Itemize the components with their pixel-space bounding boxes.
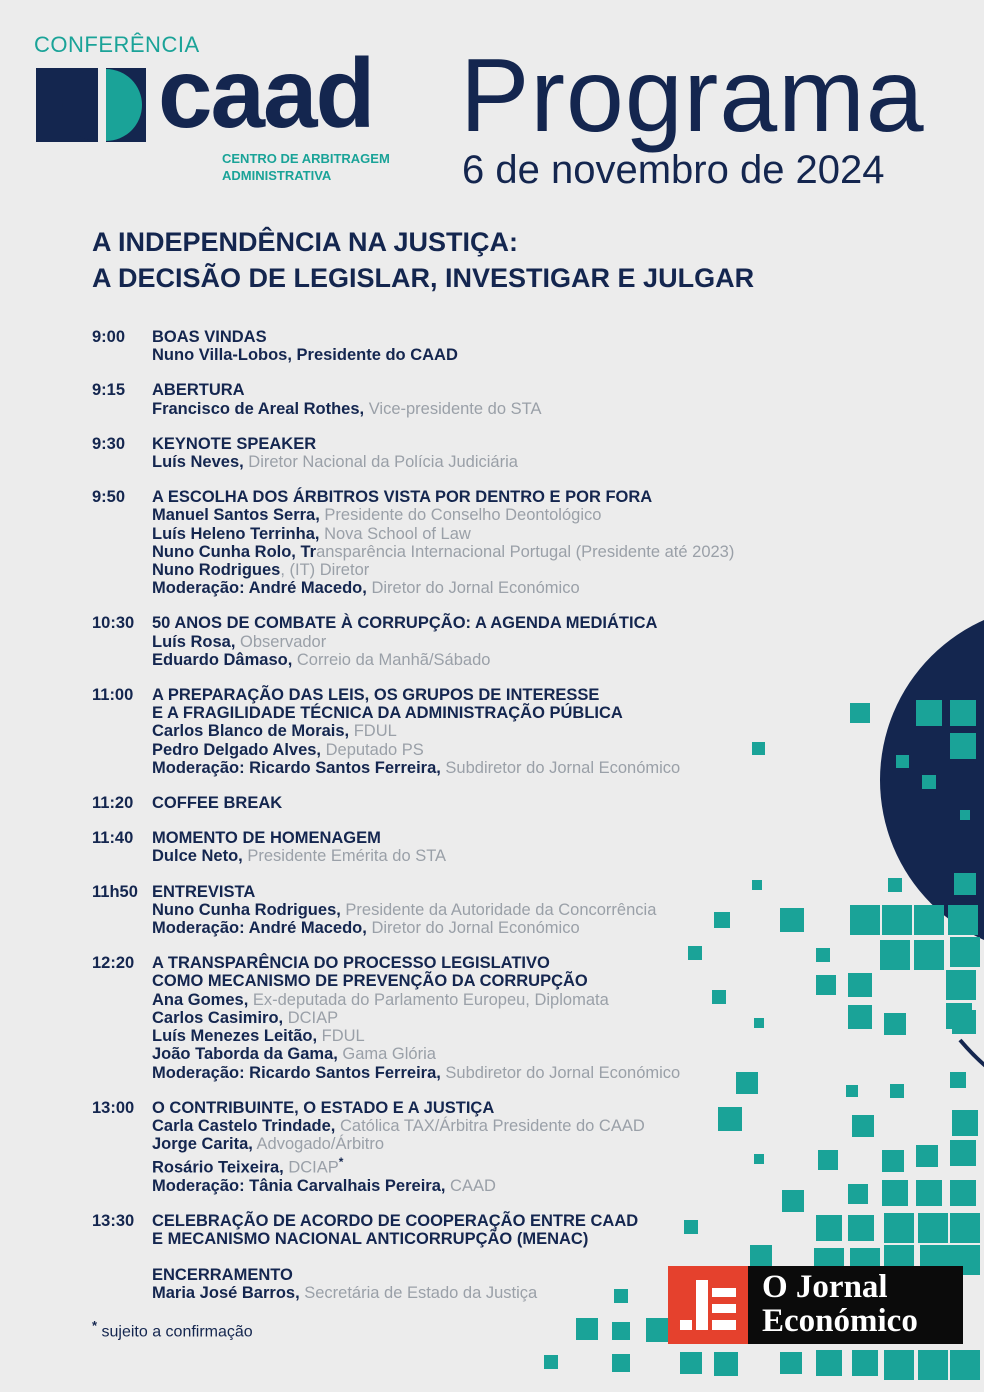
- teal-square: [948, 905, 978, 935]
- slot-body: [152, 488, 852, 597]
- speaker-role: DCIAP: [283, 1158, 339, 1177]
- teal-square: [884, 1013, 906, 1035]
- session-title: A PREPARAÇÃO DAS LEIS, OS GRUPOS DE INTERESSE: [152, 686, 600, 705]
- conference-title: [92, 224, 754, 296]
- slot-time: 10:30: [92, 614, 135, 633]
- jornal-economico-wordmark: [762, 1270, 918, 1338]
- teal-square: [960, 810, 970, 820]
- session-title: ENTREVISTA: [152, 882, 256, 901]
- session-title: BOAS VINDAS: [152, 328, 267, 346]
- speaker-line: [152, 561, 852, 579]
- teal-square: [882, 905, 912, 935]
- speaker-line: [152, 506, 852, 524]
- speaker-name: João Taborda da Gama,: [152, 1045, 338, 1064]
- title-line-1: A INDEPENDÊNCIA NA JUSTIÇA:: [92, 227, 519, 257]
- teal-square: [850, 703, 870, 723]
- speaker-line: [152, 453, 852, 471]
- session-title: COMO MECANISMO DE PREVENÇÃO DA CORRUPÇÃO: [152, 972, 588, 991]
- org-line-2: ADMINISTRATIVA: [222, 168, 332, 183]
- teal-square: [914, 940, 944, 970]
- speaker-name: Manuel Santos Serra,: [152, 506, 320, 525]
- slot-body: [152, 883, 852, 938]
- speaker-line: [152, 1177, 852, 1195]
- speaker-name: Moderação: Ricardo Santos Ferreira,: [152, 1063, 441, 1082]
- teal-square: [680, 1352, 702, 1374]
- teal-square: [954, 873, 976, 895]
- speaker-line: [152, 579, 852, 597]
- teal-square: [646, 1318, 670, 1342]
- speaker-role: Gama Glória: [337, 1045, 436, 1064]
- teal-square: [916, 1180, 942, 1206]
- teal-square: [916, 700, 942, 726]
- speaker-role: Presidente do Conselho Deontológico: [319, 506, 602, 525]
- teal-square: [882, 1150, 904, 1172]
- session-title: A TRANSPARÊNCIA DO PROCESSO LEGISLATIVO: [152, 954, 550, 973]
- teal-square: [950, 1140, 976, 1166]
- speaker-name: Carla Castelo Trindade,: [152, 1116, 336, 1135]
- speaker-role: FDUL: [349, 722, 397, 741]
- session-title: 50 ANOS DE COMBATE À CORRUPÇÃO: A AGENDA MEDIÁTICA: [152, 614, 658, 633]
- footnote-asterisk: *: [92, 1318, 98, 1333]
- session-title: O CONTRIBUINTE, O ESTADO E A JUSTIÇA: [152, 1098, 495, 1117]
- teal-square: [852, 1115, 874, 1137]
- teal-square: [950, 733, 976, 759]
- slot-body: [152, 686, 852, 777]
- session-title: ENCERRAMENTO: [152, 1265, 293, 1284]
- teal-square: [576, 1318, 598, 1340]
- speaker-line: [152, 651, 852, 669]
- speaker-role: Nova School of Law: [319, 524, 471, 543]
- speaker-name: Moderação: Ricardo Santos Ferreira,: [152, 758, 441, 777]
- speaker-role: Deputado PS: [321, 740, 424, 759]
- session-title: E MECANISMO NACIONAL ANTICORRUPÇÃO (MENAC): [152, 1230, 589, 1249]
- title-line-2: A DECISÃO DE LEGISLAR, INVESTIGAR E JULGAR: [92, 263, 755, 293]
- speaker-name: Eduardo Dâmaso,: [152, 650, 293, 669]
- speaker-line: [152, 1117, 852, 1135]
- speaker-role: Diretor do Jornal Económico: [366, 579, 580, 598]
- speaker-line: [152, 525, 852, 543]
- teal-square: [950, 1213, 980, 1243]
- speaker-name: Jorge Carita,: [152, 1135, 253, 1154]
- speaker-role: Advogado/Árbitro: [252, 1135, 385, 1154]
- schedule-slot: [92, 488, 852, 597]
- speaker-role: FDUL: [317, 1027, 365, 1046]
- schedule-slot: [92, 829, 852, 865]
- teal-square: [612, 1322, 630, 1340]
- teal-square: [882, 1180, 908, 1206]
- slot-body: [152, 794, 852, 812]
- slot-time: [92, 1266, 152, 1302]
- teal-square: [884, 1213, 914, 1243]
- speaker-name: Luís Menezes Leitão,: [152, 1027, 318, 1046]
- event-date: 6 de novembro de 2024: [462, 148, 885, 192]
- speaker-role: Diretor do Jornal Económico: [366, 919, 580, 938]
- schedule-slot: [92, 794, 852, 812]
- speaker-name: Luís Heleno Terrinha,: [152, 524, 320, 543]
- speaker-name: Ana Gomes,: [152, 990, 249, 1009]
- session-title: E A FRAGILIDADE TÉCNICA DA ADMINISTRAÇÃO PÚBLICA: [152, 704, 623, 723]
- teal-square: [952, 1110, 978, 1136]
- slot-time: 9:50: [92, 488, 126, 507]
- session-title: KEYNOTE SPEAKER: [152, 434, 317, 453]
- slot-time: 12:20: [92, 954, 135, 973]
- programa-heading: Programa: [460, 38, 925, 154]
- teal-square: [816, 1350, 842, 1376]
- speaker-name: Dulce Neto,: [152, 847, 243, 866]
- slot-body: [152, 1212, 852, 1248]
- slot-body: [152, 435, 852, 471]
- slot-time: 9:15: [92, 381, 126, 400]
- footnote: [92, 1318, 253, 1341]
- schedule-slot: [92, 614, 852, 669]
- speaker-role: Presidente Emérita do STA: [242, 847, 447, 866]
- slot-body: [152, 1099, 852, 1196]
- session-title: A ESCOLHA DOS ÁRBITROS VISTA POR DENTRO E POR FORA: [152, 488, 653, 507]
- speaker-name: Nuno Rodrigues: [152, 561, 281, 580]
- confirmation-asterisk: *: [338, 1155, 344, 1170]
- teal-square: [852, 1350, 878, 1376]
- schedule-slot: [92, 435, 852, 471]
- teal-square: [612, 1354, 630, 1372]
- teal-square: [952, 1010, 976, 1034]
- speaker-line: [152, 1135, 852, 1153]
- speaker-line: [152, 991, 852, 1009]
- schedule-slot: [92, 328, 852, 364]
- jornal-economico-logo: [668, 1266, 963, 1344]
- speaker-name: Nuno Cunha Rodrigues,: [152, 900, 341, 919]
- speaker-name: Moderação: Tânia Carvalhais Pereira,: [152, 1177, 446, 1196]
- speaker-role: Correio da Manhã/Sábado: [292, 650, 491, 669]
- speaker-role: Presidente da Autoridade da Concorrência: [340, 900, 657, 919]
- session-title: COFFEE BREAK: [152, 794, 283, 813]
- schedule-slot: [92, 1099, 852, 1196]
- speaker-name: Carlos Blanco de Morais,: [152, 722, 350, 741]
- speaker-name: Nuno Cunha Rolo, Tr: [152, 542, 317, 561]
- speaker-line: [152, 759, 852, 777]
- teal-square: [850, 905, 880, 935]
- speaker-role: Observador: [235, 632, 327, 651]
- speaker-role: Secretária de Estado da Justiça: [299, 1283, 538, 1302]
- speaker-line: [152, 400, 852, 418]
- speaker-role: Subdiretor do Jornal Económico: [440, 758, 681, 777]
- speaker-role: Subdiretor do Jornal Económico: [440, 1063, 681, 1082]
- speaker-name: Carlos Casimiro,: [152, 1008, 284, 1027]
- organization-name: [222, 150, 390, 184]
- teal-square: [896, 755, 909, 768]
- sponsor-line-1: O Jornal: [762, 1269, 888, 1305]
- speaker-line: [152, 1153, 852, 1177]
- teal-square: [916, 1145, 938, 1167]
- schedule-slot: [92, 381, 852, 417]
- teal-square: [880, 940, 910, 970]
- speaker-role: Católica TAX/Árbitra Presidente do CAAD: [335, 1116, 645, 1135]
- speaker-line: [152, 847, 852, 865]
- jornal-economico-mark-icon: [668, 1266, 748, 1344]
- teal-square: [946, 970, 976, 1000]
- session-title: ABERTURA: [152, 381, 245, 400]
- slot-time: 11:40: [92, 829, 134, 848]
- schedule-slot: [92, 686, 852, 777]
- speaker-role: Diretor Nacional da Polícia Judiciária: [243, 453, 518, 472]
- slot-body: [152, 954, 852, 1081]
- speaker-role: Vice-presidente do STA: [364, 399, 542, 418]
- speaker-name: Maria José Barros,: [152, 1283, 300, 1302]
- speaker-line: [152, 919, 852, 937]
- speaker-name: Nuno Villa-Lobos, Presidente do CAAD: [152, 346, 458, 365]
- speaker-line: [152, 1027, 852, 1045]
- speaker-role: ansparência Internacional Portugal (Presidente até 2023): [316, 542, 735, 561]
- slot-body: [152, 328, 852, 364]
- slot-time: 9:00: [92, 328, 126, 346]
- teal-square: [780, 1352, 802, 1374]
- teal-square: [714, 1352, 738, 1376]
- brand-wordmark: caad: [158, 38, 374, 148]
- caad-logo-icon: [36, 68, 146, 142]
- speaker-line: [152, 901, 852, 919]
- slot-body: [152, 829, 852, 865]
- teal-square: [544, 1355, 558, 1369]
- teal-square: [950, 1180, 976, 1206]
- speaker-line: [152, 722, 852, 740]
- speaker-name: Francisco de Areal Rothes,: [152, 399, 365, 418]
- slot-time: 11:20: [92, 794, 134, 813]
- org-line-1: CENTRO DE ARBITRAGEM: [222, 151, 390, 166]
- speaker-name: Luís Rosa,: [152, 632, 236, 651]
- teal-square: [888, 878, 902, 892]
- speaker-name: Moderação: André Macedo,: [152, 579, 367, 598]
- teal-square: [922, 775, 936, 789]
- speaker-role: DCIAP: [283, 1008, 339, 1027]
- teal-square: [950, 1350, 980, 1380]
- slot-time: 13:30: [92, 1212, 135, 1231]
- speaker-role: Ex-deputada do Parlamento Europeu, Diplomata: [248, 990, 609, 1009]
- sponsor-line-2: Económico: [762, 1303, 918, 1339]
- speaker-name: Moderação: André Macedo,: [152, 919, 367, 938]
- speaker-name: Luís Neves,: [152, 453, 244, 472]
- speaker-role: , (IT) Diretor: [280, 561, 370, 580]
- speaker-line: [152, 346, 852, 364]
- speaker-line: [152, 1045, 852, 1063]
- teal-square: [918, 1213, 948, 1243]
- session-title: MOMENTO DE HOMENAGEM: [152, 829, 381, 848]
- session-title: CELEBRAÇÃO DE ACORDO DE COOPERAÇÃO ENTRE CAAD: [152, 1212, 639, 1231]
- teal-square: [950, 937, 980, 967]
- slot-body: [152, 614, 852, 669]
- schedule-list: [92, 328, 852, 1319]
- schedule-slot: [92, 954, 852, 1081]
- speaker-line: [152, 1009, 852, 1027]
- slot-time: 13:00: [92, 1098, 135, 1117]
- speaker-line: [152, 633, 852, 651]
- teal-square: [918, 1350, 948, 1380]
- teal-square: [890, 1084, 904, 1098]
- teal-square: [914, 905, 944, 935]
- slot-time: 11:00: [92, 686, 134, 705]
- conference-label: CONFERÊNCIA: [34, 32, 200, 57]
- speaker-name: Pedro Delgado Alves,: [152, 740, 322, 759]
- speaker-line: [152, 543, 852, 561]
- speaker-line: [152, 1064, 852, 1082]
- speaker-role: CAAD: [445, 1177, 496, 1196]
- speaker-name: Rosário Teixeira,: [152, 1158, 284, 1177]
- slot-body: [152, 381, 852, 417]
- schedule-slot: [92, 1212, 852, 1248]
- slot-time: 9:30: [92, 434, 126, 453]
- teal-square: [884, 1350, 914, 1380]
- teal-square: [950, 1072, 966, 1088]
- teal-square: [950, 700, 976, 726]
- slot-time: 11h50: [92, 882, 138, 901]
- schedule-slot: [92, 883, 852, 938]
- speaker-line: [152, 741, 852, 759]
- footnote-text: sujeito a confirmação: [97, 1323, 253, 1341]
